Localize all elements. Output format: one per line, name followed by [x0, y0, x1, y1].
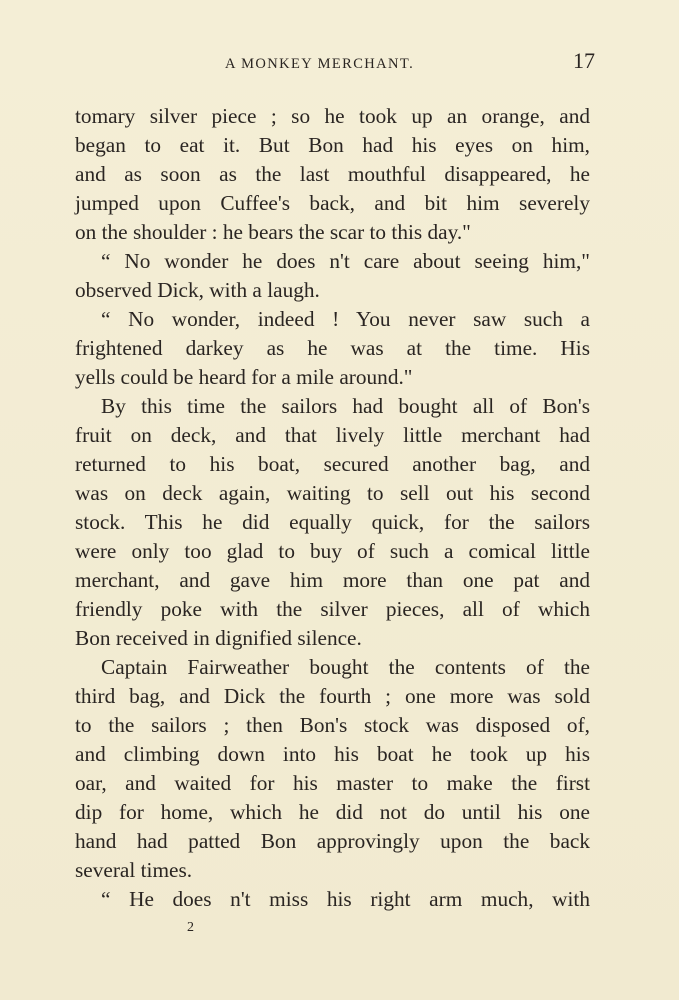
text-line: “ No wonder, indeed ! You never saw such a: [101, 307, 590, 331]
text-line: was on deck again, waiting to sell out his second: [75, 481, 590, 505]
text-line: Bon received in dignified silence.: [75, 626, 362, 650]
text-line: stock. This he did equally quick, for the sailors: [75, 510, 590, 534]
text-line: hand had patted Bon approvingly upon the back: [75, 829, 590, 853]
page-number: 17: [573, 48, 595, 73]
text-line: and climbing down into his boat he took up his: [75, 742, 590, 766]
text-line: and as soon as the last mouthful disappeared, he: [75, 162, 590, 186]
text-line: jumped upon Cuffee's back, and bit him severely: [75, 191, 590, 215]
text-line: on the shoulder : he bears the scar to this day.": [75, 220, 471, 244]
text-line: fruit on deck, and that lively little merchant had: [75, 423, 590, 447]
text-line: tomary silver piece ; so he took up an orange, and: [75, 104, 590, 128]
text-line: third bag, and Dick the fourth ; one more was sold: [75, 684, 590, 708]
text-line: yells could be heard for a mile around.": [75, 365, 413, 389]
text-line: frightened darkey as he was at the time. His: [75, 336, 590, 360]
running-title: A MONKEY MERCHANT.: [225, 56, 415, 72]
text-line: “ He does n't miss his right arm much, with: [101, 887, 590, 911]
text-line: merchant, and gave him more than one pat and: [75, 568, 590, 592]
text-line: oar, and waited for his master to make the first: [75, 771, 590, 795]
text-line: dip for home, which he did not do until his one: [75, 800, 590, 824]
text-line: Captain Fairweather bought the contents of the: [101, 655, 590, 679]
page-header: [75, 48, 595, 78]
text-line: began to eat it. But Bon had his eyes on him,: [75, 133, 590, 157]
text-line: By this time the sailors had bought all of Bon's: [101, 394, 590, 418]
body-text: [75, 102, 590, 914]
text-line: were only too glad to buy of such a comical little: [75, 539, 590, 563]
text-line: friendly poke with the silver pieces, all of which: [75, 597, 590, 621]
signature-mark: 2: [187, 920, 194, 935]
text-line: observed Dick, with a laugh.: [75, 278, 320, 302]
text-line: returned to his boat, secured another bag, and: [75, 452, 590, 476]
text-line: to the sailors ; then Bon's stock was disposed of,: [75, 713, 590, 737]
text-line: several times.: [75, 858, 193, 882]
text-line: “ No wonder he does n't care about seeing him,": [101, 249, 590, 273]
